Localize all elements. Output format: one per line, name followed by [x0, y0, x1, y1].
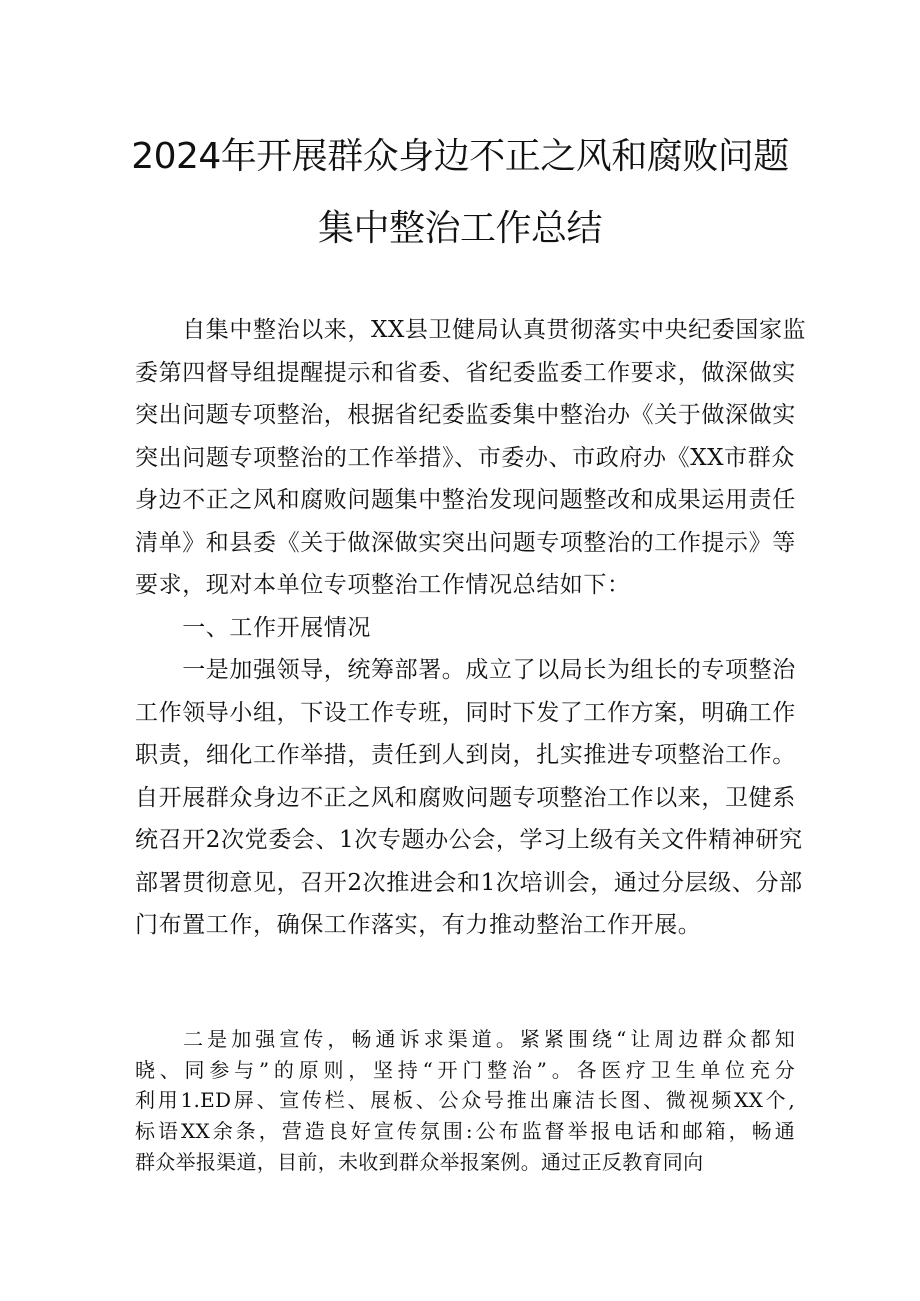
text-line: 突出问题专项整治的工作举措》、市委办、市政府办《XX市群众 [135, 444, 795, 471]
text-line: 工作领导小组，下设工作专班，同时下发了工作方案，明确工作 [135, 699, 796, 726]
text-line: 一是加强领导，统筹部署。成立了以局长为组长的专项整治 [135, 657, 796, 683]
document-body-section-2 [135, 1026, 795, 1179]
text-line: 自开展群众身边不正之风和腐败问题专项整治工作以来，卫健系 [135, 784, 796, 811]
document-body-section-1 [135, 315, 807, 953]
text-line: 标语XX余条，营造良好宣传氛围:公布监督举报电话和邮箱，畅通 [135, 1119, 795, 1144]
document-title-line-1: 2024年开展群众身边不正之风和腐败问题 [131, 136, 789, 177]
text-line: 统召开2次党委会、1次专题办公会，学习上级有关文件精神研究 [135, 827, 803, 853]
text-line: 部署贯彻意见，召开2次推进会和1次培训会，通过分层级、分部 [135, 869, 803, 896]
text-line: 利用1.ED屏、宣传栏、展板、公众号推出廉洁长图、微视频XX个, [135, 1088, 795, 1113]
text-line: 职责，细化工作举措，责任到人到岗，扎实推进专项整治工作。 [135, 742, 796, 768]
text-line: 突出问题专项整治，根据省纪委监委集中整治办《关于做深做实 [135, 402, 796, 428]
text-line: 群众举报渠道，目前，未收到群众举报案例。通过正反教育同向 [135, 1149, 704, 1174]
text-line: 要求，现对本单位专项整治工作情况总结如下： [135, 572, 631, 598]
text-line: 一、工作开展情况 [135, 614, 371, 641]
document-title-line-2: 集中整治工作总结 [317, 208, 602, 249]
text-line: 委第四督导组提醒提示和省委、省纪委监委工作要求，做深做实 [135, 359, 796, 386]
text-line: 清单》和县委《关于做深做实突出问题专项整治的工作提示》等 [135, 529, 796, 556]
text-line: 身边不正之风和腐败问题集中整治发现问题整改和成果运用责任 [135, 487, 796, 513]
text-line: 二是加强宣传，畅通诉求渠道。紧紧围绕“让周边群众都知 [135, 1027, 795, 1051]
text-line: 门布置工作，确保工作落实，有力推动整治工作开展。 [135, 912, 702, 938]
text-line: 自集中整治以来，XX县卫健局认真贯彻落实中央纪委国家监 [135, 317, 807, 343]
text-line: 晓、同参与”的原则，坚持“开门整治”。各医疗卫生单位充分 [135, 1057, 795, 1082]
